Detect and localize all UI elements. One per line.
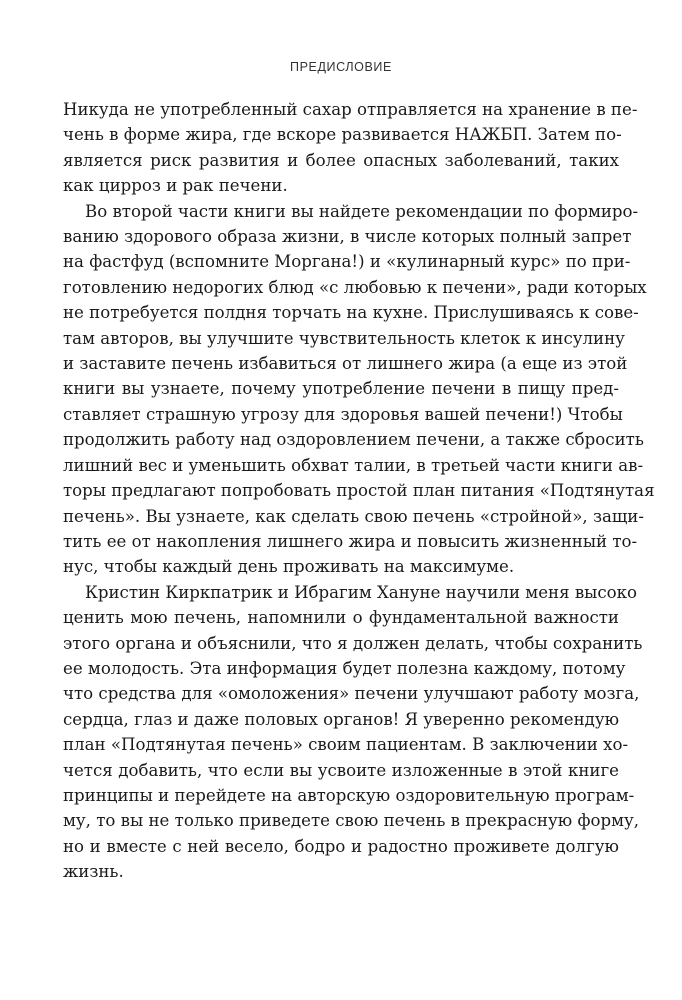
text-line: чется добавить, что если вы усвоите изложенные в этой книге [63, 760, 619, 780]
text-line: но и вместе с ней весело, бодро и радостно проживете долгую [63, 836, 619, 856]
text-line: лишний вес и уменьшить обхват талии, в третьей части книги ав- [63, 455, 644, 475]
text-line: ценить мою печень, напомнили о фундаментальной важности [63, 608, 619, 628]
text-line: чень в форме жира, где вскоре развивается НАЖБП. Затем по- [63, 125, 622, 145]
text-line: ванию здорового образа жизни, в числе которых полный запрет [63, 227, 632, 247]
text-line: план «Подтянутая печень» своим пациентам. В заключении хо- [63, 735, 629, 755]
text-line: продолжить работу над оздоровлением печени, а также сбросить [63, 430, 644, 450]
text-line: ставляет страшную угрозу для здоровья вашей печени!) Чтобы [63, 404, 623, 424]
text-line: Кристин Киркпатрик и Ибрагим Хануне научили меня высоко [85, 582, 638, 602]
text-line: му, то вы не только приведете свою печень в прекрасную форму, [63, 811, 640, 831]
text-line: торы предлагают попробовать простой план питания «Подтянутая [63, 481, 655, 501]
text-line: книги вы узнаете, почему употребление печени в пищу пред- [63, 379, 619, 399]
text-line: тить ее от накопления лишнего жира и повысить жизненный то- [63, 531, 638, 551]
text-line: нус, чтобы каждый день проживать на максимуме. [63, 557, 515, 577]
running-head: ПРЕДИСЛОВИЕ [290, 60, 392, 74]
text-line: Никуда не употребленный сахар отправляется на хранение в пе- [63, 100, 638, 119]
text-line: на фастфуд (вспомните Моргана!) и «кулинарный курс» по при- [63, 252, 631, 272]
text-line: не потребуется полдня торчать на кухне. Прислушиваясь к сове- [63, 303, 639, 323]
paragraph [63, 97, 638, 199]
text-line: этого органа и объяснили, что я должен делать, чтобы сохранить [63, 633, 643, 653]
text-line: печень». Вы узнаете, как сделать свою печень «стройной», защи- [63, 506, 644, 526]
text-line: там авторов, вы улучшите чувствительность клеток к инсулину [63, 328, 625, 348]
paragraph [63, 199, 655, 580]
text-line: как цирроз и рак печени. [63, 176, 288, 196]
text-line: жизнь. [63, 862, 124, 882]
text-line: принципы и перейдете на авторскую оздоровительную програм- [63, 785, 635, 805]
body-text [63, 97, 655, 885]
paragraph [63, 580, 643, 885]
text-line: и заставите печень избавиться от лишнего жира (а еще из этой [63, 354, 628, 374]
text-line: ее молодость. Эта информация будет полезна каждому, потому [63, 658, 626, 678]
text-line: является риск развития и более опасных заболеваний, таких [63, 150, 619, 170]
text-line: что средства для «омоложения» печени улучшают работу мозга, [63, 684, 640, 704]
text-line: готовлению недорогих блюд «с любовью к печени», ради которых [63, 277, 647, 297]
text-line: Во второй части книги вы найдете рекомендации по формиро- [85, 201, 639, 221]
text-line: сердца, глаз и даже половых органов! Я уверенно рекомендую [63, 709, 620, 729]
